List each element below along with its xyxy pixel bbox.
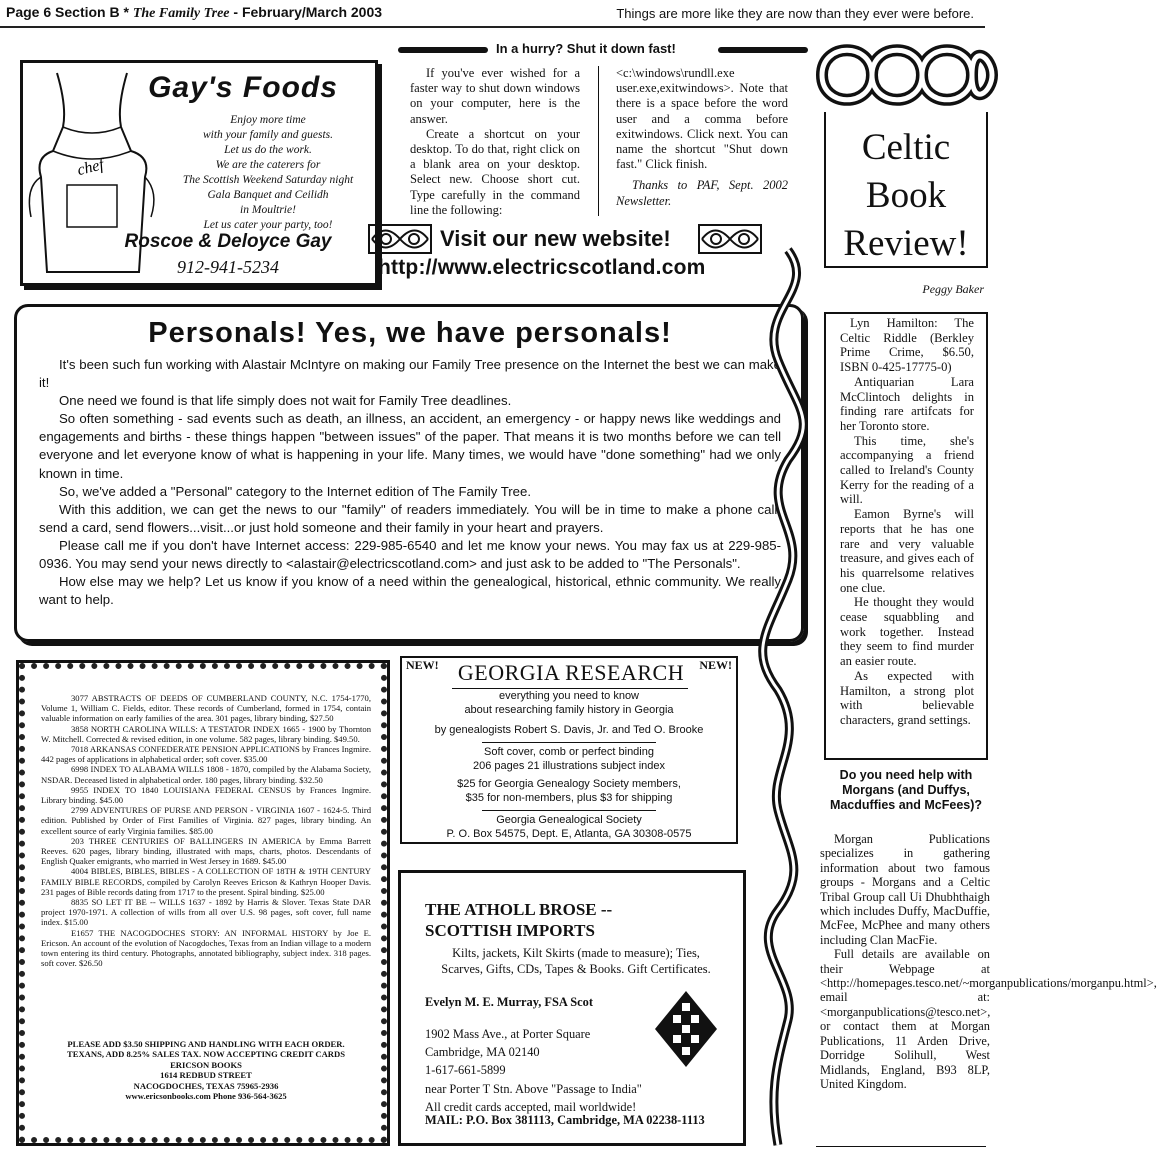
gays-foods-owners: Roscoe & Deloyce Gay xyxy=(124,231,332,252)
morgan-text xyxy=(820,832,1157,1091)
shutdown-paragraph: If you've ever wished for a faster way to shut down windows on your computer, here is the answer. xyxy=(410,66,580,126)
celtic-knot-header-icon xyxy=(812,32,998,118)
address-line: 1902 Mass Ave., at Porter Square xyxy=(425,1027,591,1041)
address-line: Cambridge, MA 02140 xyxy=(425,1045,540,1060)
ad-line: Gala Banquet and Ceilidh xyxy=(207,189,329,201)
shutdown-heading xyxy=(398,40,808,60)
personals-paragraph: Please call me if you don't have Internet access: 229-985-6540 and let me know your news. You may fax us at 229-985-0936. You may send your news directly to <alastair@electricscotland.com> and just ask to be added to "The Personals". xyxy=(39,537,781,572)
georgia-line: everything you need to know xyxy=(498,690,640,702)
heading-bar xyxy=(398,47,488,53)
atholl-mail: MAIL: P.O. Box 381113, Cambridge, MA 02238-1113 xyxy=(425,1113,705,1127)
morgan-heading: Do you need help with Morgans (and Duffys, Macduffies and McFees)? xyxy=(829,768,983,812)
review-paragraph: He thought they would cease squabbling and work together. Instead they seem to find murder an easier route. xyxy=(840,595,974,669)
shutdown-column-1 xyxy=(410,66,580,218)
georgia-research-ad xyxy=(400,656,738,844)
celtic-knot-icon xyxy=(368,224,432,254)
title-line: SCOTTISH IMPORTS xyxy=(425,921,595,940)
book-entry: 2799 ADVENTURES OF PURSE AND PERSON - VIRGINIA 1607 - 1624-5. Third edition. Published by Order of First Families of Virginia. 827 pages, library binding. An excellent source of early Virginia families. $85.00 xyxy=(41,805,371,836)
page-header xyxy=(6,4,382,22)
book-entry: 3858 NORTH CAROLINA WILLS: A TESTATOR INDEX 1665 - 1900 by Thornton W. Mitchell. Corrected & revised edition, in one volume. 582 pages, library binding. $49.50. xyxy=(41,723,371,744)
title-line: Review! xyxy=(843,223,969,264)
shutdown-credit: Thanks to PAF, Sept. 2002 Newsletter. xyxy=(616,178,788,208)
book-entry: 6998 INDEX TO ALABAMA WILLS 1808 - 1870, compiled by the Alabama Society, NSDAR. Deceased listed in alphabetical order. 180 pages, library binding. $32.50 xyxy=(41,764,371,785)
page-number: Page 6 xyxy=(6,4,52,20)
address-line: 1-617-661-5899 xyxy=(425,1063,506,1078)
atholl-address xyxy=(425,1025,642,1116)
new-badge: NEW! xyxy=(406,658,439,672)
title-line: Celtic xyxy=(861,127,951,168)
celtic-book-review-title xyxy=(824,124,988,268)
ad-line: Let us cater your party, too! xyxy=(203,219,333,231)
gays-foods-body xyxy=(153,113,383,233)
subtitle-line: Kilts, jackets, Kilt Skirts (made to measure); Ties, xyxy=(452,946,700,960)
georgia-line: about researching family history in Georgia xyxy=(464,704,674,716)
footer-line: 1614 REDBUD STREET xyxy=(160,1070,252,1081)
section-label: Section B * xyxy=(55,4,129,20)
footer-line: TEXANS, ADD 8.25% SALES TAX. NOW ACCEPTING CREDIT CARDS xyxy=(67,1049,345,1060)
website-banner-title: Visit our new website! xyxy=(440,226,671,251)
shutdown-column-2 xyxy=(616,66,788,209)
georgia-line: 206 pages 21 illustrations subject index xyxy=(472,760,665,772)
tartan-diamond-icon xyxy=(653,989,719,1069)
ad-line: with your family and guests. xyxy=(202,129,333,141)
gays-foods-title: Gay's Foods xyxy=(148,71,338,104)
ad-line: Let us do the work. xyxy=(224,144,312,156)
review-paragraph: This time, she's accompanying a friend called to Ireland's County Kerry for the reading of a will. xyxy=(840,433,974,507)
shutdown-heading-text: In a hurry? Shut it down fast! xyxy=(492,41,680,56)
review-paragraph: Lyn Hamilton: The Celtic Riddle (Berkley Prime Crime, $6.50, ISBN 0-425-17775-0) xyxy=(840,316,974,375)
website-banner xyxy=(368,222,798,286)
book-list xyxy=(41,693,371,968)
personals-heading: Personals! Yes, we have personals! xyxy=(148,317,672,349)
review-text xyxy=(840,316,974,728)
footer-line: www.ericsonbooks.com Phone 936-564-3625 xyxy=(125,1091,287,1102)
personals-box xyxy=(14,304,804,642)
personals-paragraph: With this addition, we can get the news to our "family" of readers immediately. You will be in time to make a phone call, send a card, send flowers...visit...or just hold someone and their family in your heart and prayers. xyxy=(39,501,781,535)
book-entry: 9955 INDEX TO 1840 LOUISIANA FEDERAL CENSUS by Frances Ingmire. Library binding. $45.00 xyxy=(41,784,371,806)
website-link[interactable]: http://www.electricscotland.com xyxy=(378,256,706,279)
atholl-brose-ad xyxy=(398,870,746,1146)
divider-rule xyxy=(482,810,656,811)
address-line: near Porter T Stn. Above "Passage to India" xyxy=(425,1081,642,1096)
footer-line: NACOGDOCHES, TEXAS 75965-2936 xyxy=(133,1080,279,1091)
book-entry: 203 THREE CENTURIES OF BALLINGERS IN AMERICA by Emma Barrett Reeves. 620 pages, library binding, illustrated with maps, charts, photos. Descendants of English Quaker emigrants, who married in West Jersey in 1689. $45.00 xyxy=(41,835,371,867)
subtitle-line: Scarves, Gifts, CDs, Tapes & Books. Gift Certificates. xyxy=(441,962,711,976)
atholl-title xyxy=(425,899,612,941)
issue-date: - February/March 2003 xyxy=(233,4,383,20)
morgan-paragraph: Morgan Publications specializes in gathering information about two famous groups - Morgans and a Celtic Tribal Group call Ui Dhubhthaigh which includes Duffy, MacDuffie, McFee, McPhee and many others including Clan MacFie. xyxy=(820,832,990,947)
footer-line: ERICSON BOOKS xyxy=(170,1059,242,1070)
book-entry: 3077 ABSTRACTS OF DEEDS OF CUMBERLAND COUNTY, N.C. 1754-1770, Volume 1, William C. Fields, editor. These records of Cumberland, formed in 1754, contain valuable information on early families of the area. 301 pages, library binding, $27.50 xyxy=(41,693,371,724)
book-entry: 4004 BIBLES, BIBLES, BIBLES - A COLLECTION OF 18TH & 19TH CENTURY FAMILY BIBLE RECORDS, compiled by Carolyn Reeves Ericson & Kathryn Hooper Davis. 231 pages of Bible records dating from 1717 to the present. Spiral binding. $25.00 xyxy=(41,866,371,897)
footer-line: PLEASE ADD $3.50 SHIPPING AND HANDLING WITH EACH ORDER. xyxy=(67,1039,345,1049)
georgia-title: GEORGIA RESEARCH xyxy=(457,660,685,685)
apron-text: chef xyxy=(75,156,106,180)
review-paragraph: Eamon Byrne's will reports that he has one rare and very valuable treasure, and gives each of his quarrelsome relatives one clue. xyxy=(840,507,974,595)
divider-rule xyxy=(482,742,656,743)
book-entry: 8835 SO LET IT BE -- WILLS 1637 - 1892 by Harris & Slover. Texas State DAR project 1970-1971. A collection of wills from all over U.S. 98 pages, soft cover, full name index. $15.00 xyxy=(41,897,371,928)
ad-line: Enjoy more time xyxy=(230,114,306,126)
book-entry: 7018 ARKANSAS CONFEDERATE PENSION APPLICATIONS by Frances Ingmire. 442 pages of applications in alphabetical order; soft cover. $35.00 xyxy=(41,744,371,765)
atholl-owner: Evelyn M. E. Murray, FSA Scot xyxy=(425,995,593,1009)
title-rule xyxy=(452,688,688,689)
heading-bar xyxy=(718,47,808,53)
column-divider xyxy=(598,66,599,216)
review-paragraph: As expected with Hamilton, a strong plot with believable characters, grand settings. xyxy=(840,668,974,727)
shutdown-paragraph: <c:\windows\rundll.exe user.exe,exitwindows>. Note that there is a space before the word user and a comma before exitwindows. Click next. You can name the shortcut "Shut down fast." Click finish. xyxy=(616,66,788,172)
review-author: Peggy Baker xyxy=(922,282,984,296)
morgan-paragraph: Full details are available on their Webpage at <http://homepages.tesco.net/~morganpublications/morganpu.html>, email at: <morganpublications@tesco.net>, or contact them at Morgan Publications, 11 Arden Drive, Dorridge Solihull, West Midlands, England, B93 8LP, United Kingdom. xyxy=(820,947,1157,1091)
title-line: THE ATHOLL BROSE -- xyxy=(425,900,613,919)
book-entry: E1657 THE NACOGDOCHES STORY: AN INFORMAL HISTORY by Joe E. Ericson. An account of the evolution of Nacogdoches, Texas from an Indian village to a modern town entering its third century. Photographs, annotated bibliography, subject index. 318 pages. soft cover. $26.50 xyxy=(41,927,371,969)
title-line: Book xyxy=(865,175,947,216)
header-tagline: Things are more like they are now than they ever were before. xyxy=(616,6,974,21)
ad-line: in Moultrie! xyxy=(240,204,296,216)
review-paragraph: Antiquarian Lara McClintoch delights in finding rare artifcats for her Toronto store. xyxy=(840,374,974,433)
ericson-books-ad xyxy=(16,660,390,1146)
header-rule xyxy=(0,26,985,28)
ad-line: The Scottish Weekend Saturday night xyxy=(182,174,354,186)
georgia-line: by genealogists Robert S. Davis, Jr. and Ted O. Brooke xyxy=(434,724,704,736)
georgia-line: $25 for Georgia Genealogy Society members, xyxy=(457,778,681,790)
ad-line: We are the caterers for xyxy=(215,159,321,171)
personals-paragraph: It's been such fun working with Alastair McIntyre on making our Family Tree presence on the Internet the best we can make it! xyxy=(39,357,781,391)
personals-paragraph: How else may we help? Let us know if you know of a need within the genealogical, historical, ethnic community. We really want to help. xyxy=(39,574,781,608)
gays-foods-ad xyxy=(20,60,378,286)
atholl-subtitle xyxy=(415,945,737,977)
georgia-line: P. O. Box 54575, Dept. E, Atlanta, GA 30308-0575 xyxy=(446,828,692,840)
address-line: All credit cards accepted, mail worldwide! xyxy=(425,1099,637,1114)
gays-foods-phone: 912-941-5234 xyxy=(177,257,279,277)
column-rule xyxy=(816,1146,986,1147)
georgia-line: Soft cover, comb or perfect binding xyxy=(484,746,654,758)
georgia-line: $35 for non-members, plus $3 for shipping xyxy=(465,792,673,804)
personals-paragraph: So often something - sad events such as death, an illness, an accident, an emergency - or happy news like weddings and engagements and births - these things happen "between issues" of the paper. That means it is two months before we can tell everyone and let everyone know of what is happening in your life. Many times, we would have "done something" had we only known in time. xyxy=(39,411,781,481)
shutdown-paragraph: Create a shortcut on your desktop. To do that, right click on a blank area on your desktop. Select new. Choose short cut. Type carefully in the command line the following: xyxy=(410,126,580,217)
twisted-ribbon-decoration xyxy=(748,250,818,1150)
publication-name: The Family Tree xyxy=(132,6,230,21)
personals-paragraph: So, we've added a "Personal" category to the Internet edition of The Family Tree. xyxy=(59,483,531,499)
personals-paragraph: One need we found is that life simply does not wait for Family Tree deadlines. xyxy=(59,393,512,409)
new-badge: NEW! xyxy=(699,658,732,672)
ericson-footer xyxy=(41,1039,371,1101)
georgia-line: Georgia Genealogical Society xyxy=(496,814,642,826)
